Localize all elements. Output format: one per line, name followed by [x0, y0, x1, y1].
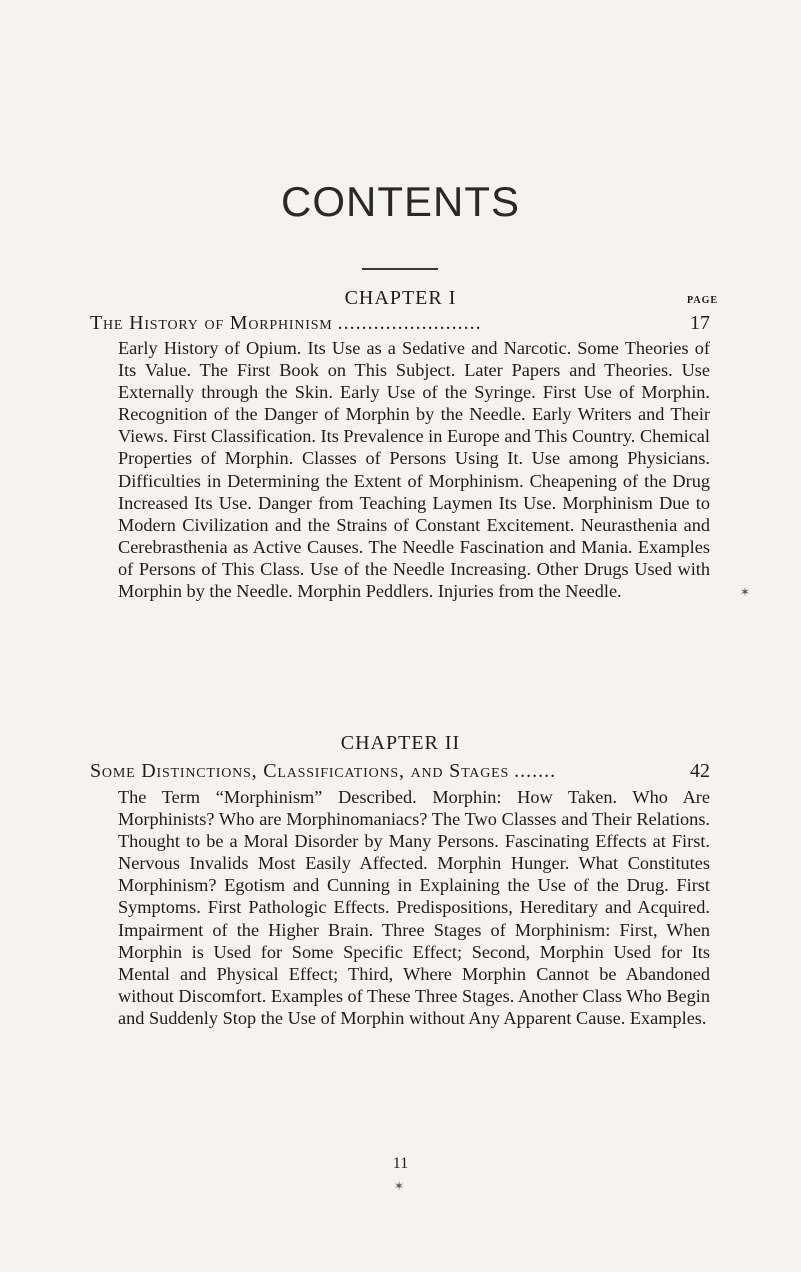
- chapter-1-summary-text: Early History of Opium. Its Use as a Sedative and Narcotic. Some Theories of Its Value. The First Book on This Subject. Later Papers and Theories. Use Externally through the Skin. Early Use of the Syringe. First Use of Morphin. Recognition of the Danger of Morphin by the Needle. Early Writers and Their Views. First Classification. Its Prevalence in Europe and This Country. Chemical Properties of Morphin. Classes of Persons Using It. Use among Physicians. Difficulties in Determining the Extent of Morphinism. Cheapening of the Drug Increased Its Use. Danger from Teaching Laymen Its Use. Morphinism Due to Modern Civilization and the Strains of Constant Excitement. Neurasthenia and Cerebrasthenia as Active Causes. The Needle Fascination and Mania. Examples of Persons of This Class. Use of the Needle Increasing. Other Drugs Used with Morphin by the Needle. Morphin Peddlers. Injuries from the Needle.: [118, 338, 710, 602]
- ink-speck: ✶: [740, 585, 751, 599]
- page-folio: 11: [392, 1155, 409, 1172]
- chapter-2-heading: CHAPTER II: [340, 732, 461, 754]
- ink-speck: ✶: [394, 1179, 405, 1193]
- chapter-2-entry: [90, 760, 710, 782]
- chapter-2-leader-dots: .......: [514, 760, 557, 782]
- chapter-2-page-number: 42: [690, 760, 710, 782]
- chapter-1-title: The History of Morphinism: [90, 312, 333, 334]
- chapter-2-summary: [118, 786, 710, 1029]
- chapter-2-summary-text: The Term “Morphinism” Described. Morphin: How Taken. Who Are Morphinists? Who are Morphinomaniacs? The Two Classes and Their Relations. Thought to be a Moral Disorder by Many Persons. Fascinating Effects at First. Nervous Invalids Most Easily Affected. Morphin Hunger. What Constitutes Morphinism? Egotism and Cunning in Explaining the Use of the Drug. First Symptoms. First Pathologic Effects. Predispositions, Hereditary and Acquired. Impairment of the Higher Brain. Three Stages of Morphinism: First, When Morphin is Used for Some Specific Effect; Second, Morphin Used for Its Mental and Physical Effect; Third, Where Morphin Cannot be Abandoned without Discomfort. Examples of These Three Stages. Another Class Who Begin and Suddenly Stop the Use of Morphin without Any Apparent Cause. Examples.: [118, 787, 711, 1028]
- chapter-1-entry: [90, 312, 710, 334]
- contents-heading: CONTENTS: [281, 178, 520, 225]
- chapter-1-heading: CHAPTER I: [344, 287, 457, 309]
- page-column-label: PAGE: [687, 295, 719, 306]
- chapter-2-title: Some Distinctions, Classifications, and Stages: [90, 760, 510, 782]
- chapter-1-page-number: 17: [690, 312, 710, 334]
- chapter-1-summary: [118, 337, 710, 602]
- heading-rule: [362, 268, 438, 270]
- chapter-1-leader-dots: ........................: [337, 312, 482, 334]
